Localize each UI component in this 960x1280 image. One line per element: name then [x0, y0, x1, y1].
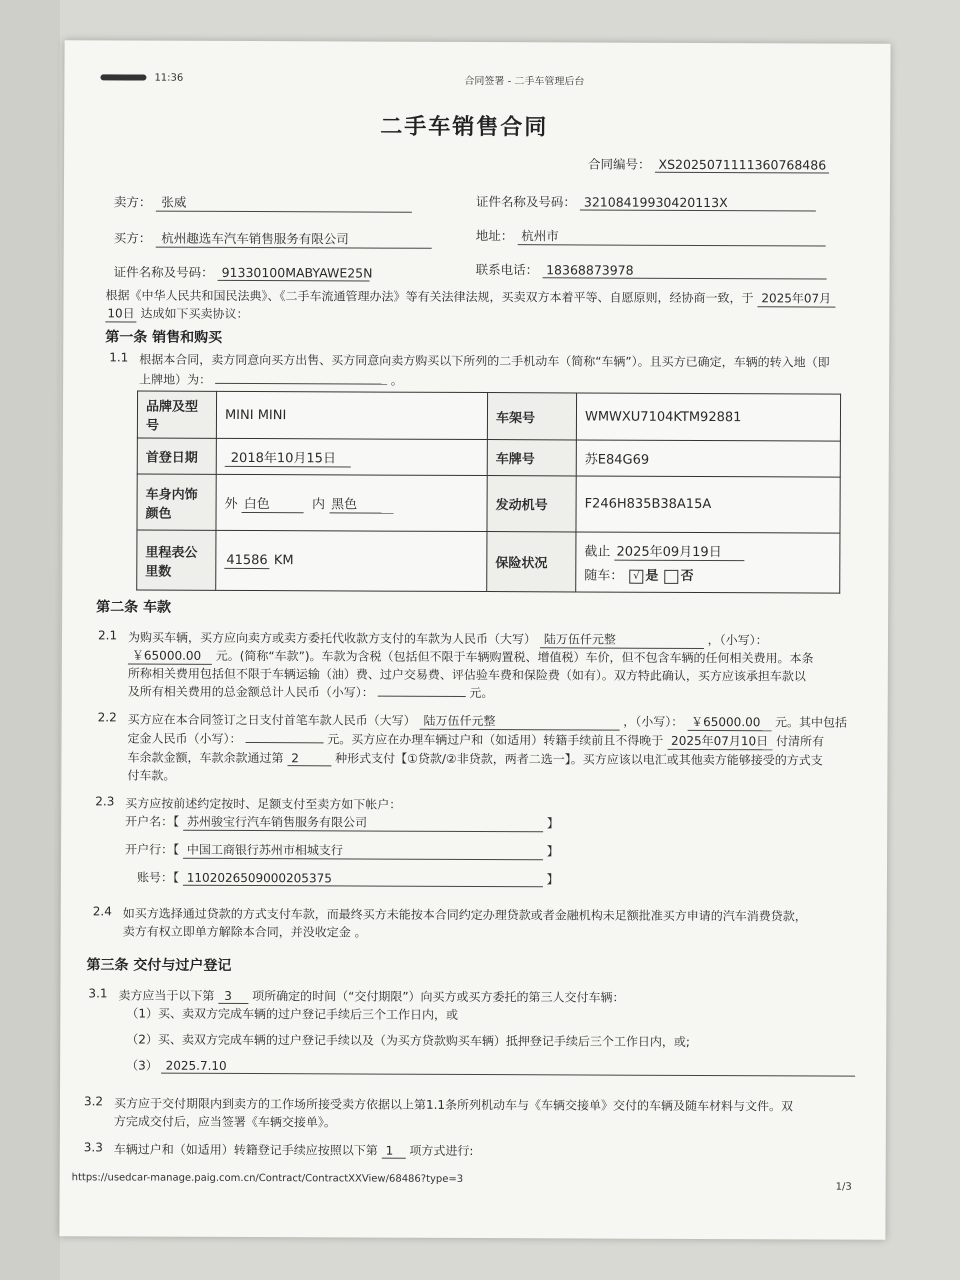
p22-f: 付清所有: [775, 734, 825, 749]
plate-value: 苏E84G69: [576, 440, 840, 477]
preamble-line2: [105, 304, 248, 323]
background-left: [0, 0, 60, 1280]
p31-b: 项所确定的时间（“交付期限”）向买方或买方委托的第三人交付车辆：: [252, 989, 625, 1005]
logo-icon: [100, 74, 146, 80]
buyer-phone-label: 联系电话：: [475, 261, 539, 278]
seller-id-label: 证件名称及号码：: [475, 193, 576, 210]
p21-e: 及所有相关费用的总金额总计人民币（小写）：: [127, 684, 374, 700]
p24-line1: 如买方选择通过贷款的方式支付车款，而最终买方未能按本合同约定办理贷款或者金融机构未足额批准买方申请的汽车消费贷款，: [122, 906, 807, 924]
p11-text2-label: 上牌地）为：: [139, 372, 212, 387]
p31-line1: [118, 986, 624, 1005]
checkbox-yes[interactable]: √: [629, 569, 643, 583]
insurance-expiry: [584, 540, 831, 561]
p21-amount: ￥65000.00: [128, 646, 212, 664]
buyer-phone-row: [476, 260, 827, 280]
p33-option: 1: [382, 1144, 406, 1159]
mileage-value: 41586: [224, 552, 269, 568]
p21-b: ，（小写）：: [707, 633, 768, 648]
contract-page: [59, 40, 890, 1240]
checkbox-no[interactable]: [665, 569, 679, 583]
p22-line3: [127, 748, 822, 768]
p23-acct-no-row: [137, 869, 559, 888]
p11-destination-blank: [215, 383, 387, 385]
acct-no-label: 账号：【: [136, 870, 180, 885]
p33-a: 车辆过户和（如适用）转籍登记手续应按照以下第: [113, 1142, 378, 1158]
p22-e: 元。买方应在办理车辆过户和（如适用）转籍手续前且不得晚于: [327, 732, 664, 748]
with-car-label: 随车：: [584, 568, 624, 584]
p31-item3: [126, 1056, 856, 1076]
insurance-cell: [576, 532, 840, 593]
with-car-row: [584, 564, 831, 584]
p22-b: ，（小写）：: [623, 714, 684, 729]
p23-bank-row: [125, 840, 559, 860]
p11-num: 1.1: [109, 350, 129, 365]
ext-color: 白色: [242, 492, 304, 512]
footer-url: https://usedcar-manage.paig.com.cn/Contract/ContractXXView/68486?type=3: [71, 1172, 464, 1185]
article2-title: 第二条 车款: [96, 599, 172, 616]
p21-line3: 所称相关费用包括但不限于车辆运输（油）费、过户交易费、评估验车费和保险费（如有）。双方特此确认，买方应该承担车款以: [127, 666, 806, 684]
reg-label: 首登日期: [137, 438, 216, 474]
table-row: [137, 438, 840, 477]
p32-line2: 方完成交付后，应当签署《车辆交接单》。: [113, 1114, 336, 1130]
ins-prefix: 截止: [584, 544, 611, 560]
engine-value: F246H835B38A15A: [576, 476, 840, 533]
buyer-addr-row: [476, 226, 826, 247]
p22-line2: [128, 729, 825, 750]
p24-num: 2.4: [92, 904, 112, 919]
table-row: [137, 474, 840, 533]
acct-no-close: 】: [546, 872, 559, 887]
page-number: 1/3: [835, 1181, 852, 1193]
p22-h: 种形式支付【①贷款/②非贷款，两者二选一】。买方应该以电汇或其他卖方能够接受的方式支: [335, 751, 823, 768]
vin-value: WMWXU7104KTM92881: [576, 393, 840, 441]
color-cell: [216, 474, 487, 531]
acct-no: 1102026509000205375: [183, 871, 543, 888]
p11-text2-end: 。: [390, 373, 403, 388]
p32-line1: 买方应于交付期限内到卖方的工作场所接受卖方依据以上第1.1条所列机动车与《车辆交接单》交付的车辆及随车材料与文件。双: [113, 1096, 794, 1114]
p21-total-blank: [378, 696, 466, 697]
acct-name-label: 开户名：【: [125, 814, 180, 829]
p21-f: 元。: [469, 685, 494, 701]
p22-line1: [128, 710, 847, 731]
mileage-unit: KM: [273, 552, 294, 568]
reg-value: 2018年10月15日: [225, 446, 351, 467]
seller-id-row: [476, 192, 816, 211]
p22-a: 买方应在本合同签订之日支付首笔车款人民币（大写）: [127, 712, 416, 728]
p22-option: 2: [287, 751, 331, 766]
p31-item1: （1）买、卖双方完成车辆的过户登记手续后三个工作日内，或: [126, 1006, 459, 1022]
p33-b: 项方式进行:: [409, 1143, 474, 1158]
ins-date: 2025年09月19日: [615, 541, 745, 562]
p31-i3-label: （3）: [126, 1058, 158, 1073]
contract-no: [588, 154, 829, 173]
article3-title: 第三条 交付与过户登记: [86, 957, 232, 974]
p21-num: 2.1: [97, 628, 118, 643]
p21-a: 为购买车辆，买方应向卖方或卖方委托代收款方支付的车款为人民币（大写）: [127, 630, 537, 647]
p22-deposit-blank: [245, 742, 323, 743]
seller-label: 卖方：: [113, 194, 152, 210]
seller-row: [114, 192, 412, 212]
print-time: 11:36: [154, 72, 184, 84]
buyer-id-row: [113, 262, 373, 281]
p22-g: 车余款金额，车款余款通过第: [127, 750, 284, 766]
p21-amount-cn: 陆万伍仟元整: [540, 630, 704, 649]
preamble-text: 根据《中华人民共和国民法典》、《二手车流通管理办法》等有关法律法规，买卖双方本着平等、自愿原则，经协商一致，于: [105, 288, 754, 306]
preamble-date1: 2025年07月: [757, 289, 835, 307]
preamble-date2: 10日: [105, 304, 136, 322]
p22-d: 定金人民币（小写）：: [127, 731, 242, 746]
buyer-addr: 杭州市: [517, 226, 825, 246]
p31-i3-value: 2025.7.10: [162, 1059, 856, 1077]
int-color: 黑色: [329, 493, 393, 513]
contract-no-label: 合同编号：: [588, 156, 651, 172]
seller-name: 张威: [155, 193, 411, 213]
preamble-text2: 达成如下买卖协议：: [140, 306, 249, 322]
buyer-phone: 18368873978: [542, 262, 826, 279]
brand-label: 品牌及型号: [137, 391, 216, 438]
buyer-label: 买方：: [113, 230, 152, 246]
p31-option: 3: [218, 989, 248, 1004]
p11-text2: [139, 371, 403, 389]
buyer-id: 91330100MABYAWE25N: [218, 265, 370, 282]
mileage-label: 里程表公里数: [137, 530, 216, 590]
bank-label: 开户行：【: [125, 842, 180, 857]
no-label: 否: [680, 568, 694, 584]
article1-title: 第一条 销售和购买: [105, 329, 223, 346]
vin-label: 车架号: [487, 393, 576, 440]
bank-close: 】: [546, 844, 559, 859]
p31-num: 3.1: [88, 986, 108, 1001]
p22-line4: 付车款。: [127, 768, 176, 783]
p22-num: 2.2: [97, 710, 117, 725]
vehicle-table: [136, 391, 841, 594]
buyer-id-label: 证件名称及号码：: [113, 264, 214, 280]
buyer-row: [114, 228, 432, 248]
window-title: 合同签署 - 二手车管理后台: [464, 75, 585, 88]
plate-label: 车牌号: [487, 440, 576, 476]
table-row: [137, 530, 840, 593]
acct-name: 苏州骏宝行汽车销售服务有限公司: [183, 813, 543, 833]
ext-prefix: 外: [224, 496, 238, 512]
mileage-cell: [216, 530, 487, 591]
p31-a: 卖方应当于以下第: [118, 988, 215, 1003]
p23-intro: 买方应按前述约定按时、足额支付至卖方如下帐户：: [125, 796, 402, 812]
reg-cell: [216, 438, 487, 475]
p24-line2: 卖方有权立即单方解除本合同，并没收定金 。: [122, 924, 367, 940]
p11-text1: 根据本合同，卖方同意向买方出售、买方同意向卖方购买以下所列的二手机动车（简称“车辆”）。且买方已确定，车辆的转入地（即: [139, 352, 830, 370]
color-label: 车身内饰颜色: [137, 474, 216, 530]
brand-value: MINI MINI: [216, 391, 487, 439]
p32-num: 3.2: [83, 1094, 104, 1109]
seller-id: 32108419930420113X: [580, 194, 816, 211]
p22-amount-cn: 陆万伍仟元整: [419, 712, 619, 731]
buyer-name: 杭州趣选车汽车销售服务有限公司: [155, 229, 431, 249]
p33-line1: [114, 1140, 474, 1159]
int-prefix: 内: [311, 496, 326, 512]
engine-label: 发动机号: [487, 476, 576, 532]
yes-label: 是: [645, 568, 659, 584]
p22-amount: ￥65000.00: [687, 713, 771, 731]
contract-no-value: XS2025071111360768486: [655, 157, 829, 174]
p22-date: 2025年07月10日: [667, 732, 772, 750]
p22-c: 元。其中包括: [774, 715, 848, 730]
acct-name-close: 】: [546, 816, 559, 831]
p33-num: 3.3: [83, 1140, 103, 1155]
p21-line4: [128, 682, 494, 701]
p31-item2: （2）买、卖双方完成车辆的过户登记手续以及（为买方贷款购买车辆）抵押登记手续后三个工作日内，或;: [126, 1032, 690, 1049]
p23-num: 2.3: [95, 794, 115, 809]
p23-acct-name-row: [125, 812, 559, 832]
bank-name: 中国工商银行苏州市相城支行: [183, 841, 543, 861]
buyer-addr-label: 地址：: [475, 227, 514, 244]
p21-c: 元。(简称“车款”)。车款为含税（包括但不限于车辆购置税、增值税）车价，但不包含车辆的任何相关费用。本条: [215, 648, 814, 666]
table-row: [137, 391, 840, 441]
page-title: 二手车销售合同: [380, 114, 549, 141]
insurance-label: 保险状况: [487, 532, 576, 592]
